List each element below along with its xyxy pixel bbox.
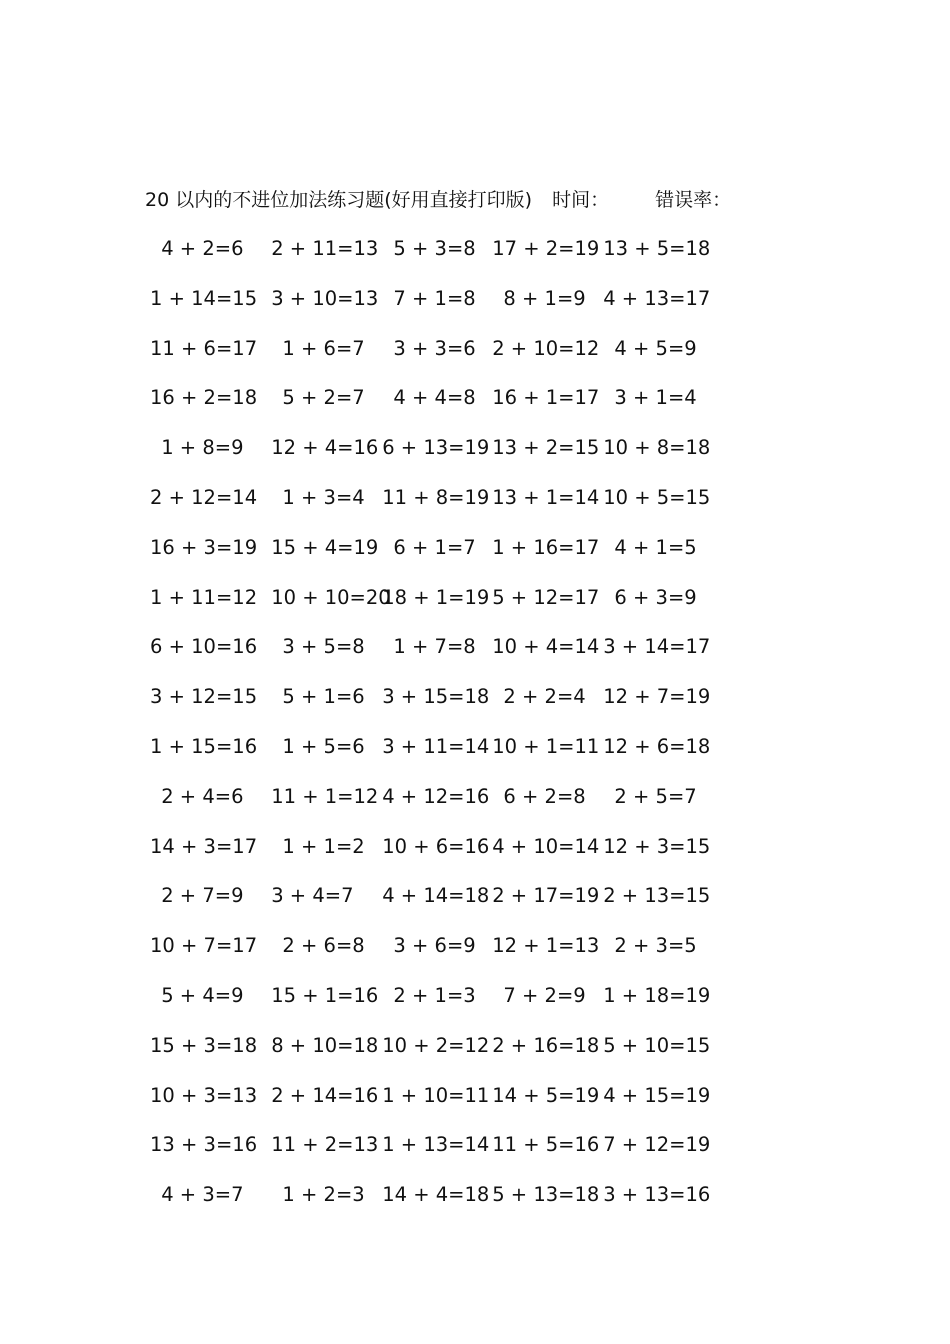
problem-item: 5 + 12=17 [492, 585, 600, 609]
problem-row [150, 931, 710, 981]
problem-item: 13 + 1=14 [492, 485, 600, 509]
problem-item: 2 + 13=15 [603, 884, 711, 908]
problem-item: 1 + 8=9 [161, 436, 244, 460]
problem-item: 10 + 7=17 [150, 934, 258, 958]
problem-item: 3 + 12=15 [150, 685, 258, 709]
problem-item: 11 + 8=19 [382, 485, 490, 509]
problem-row [150, 334, 710, 384]
problem-item: 5 + 4=9 [161, 983, 244, 1007]
worksheet-title [145, 186, 731, 214]
problem-row [150, 732, 710, 782]
problem-item: 4 + 5=9 [614, 336, 697, 360]
problem-item: 3 + 1=4 [614, 386, 697, 410]
problem-item: 1 + 13=14 [382, 1133, 490, 1157]
problem-item: 2 + 4=6 [161, 784, 244, 808]
problem-item: 4 + 13=17 [603, 286, 711, 310]
problem-row [150, 533, 710, 583]
problem-row [150, 682, 710, 732]
problem-item: 3 + 6=9 [393, 934, 476, 958]
problem-grid [150, 234, 710, 1230]
problem-row [150, 583, 710, 633]
problem-row [150, 284, 710, 334]
problem-item: 1 + 10=11 [382, 1083, 490, 1107]
problem-item: 10 + 5=15 [603, 485, 711, 509]
problem-item: 4 + 14=18 [382, 884, 490, 908]
problem-item: 16 + 1=17 [492, 386, 600, 410]
problem-item: 10 + 6=16 [382, 834, 490, 858]
problem-row [150, 832, 710, 882]
problem-item: 6 + 10=16 [150, 635, 258, 659]
problem-item: 3 + 14=17 [603, 635, 711, 659]
problem-row [150, 1130, 710, 1180]
problem-item: 1 + 18=19 [603, 983, 711, 1007]
problem-item: 3 + 3=6 [393, 336, 476, 360]
problem-item: 11 + 5=16 [492, 1133, 600, 1157]
problem-item: 6 + 1=7 [393, 535, 476, 559]
problem-item: 2 + 14=16 [271, 1083, 379, 1107]
problem-item: 1 + 11=12 [150, 585, 258, 609]
problem-item: 1 + 6=7 [282, 336, 365, 360]
problem-item: 10 + 8=18 [603, 436, 711, 460]
problem-row [150, 632, 710, 682]
problem-item: 6 + 13=19 [382, 436, 490, 460]
problem-item: 12 + 3=15 [603, 834, 711, 858]
error-rate-label: 错误率： [655, 189, 732, 211]
problem-item: 4 + 10=14 [492, 834, 600, 858]
problem-row [150, 881, 710, 931]
problem-item: 1 + 2=3 [282, 1183, 365, 1207]
problem-item: 14 + 4=18 [382, 1183, 490, 1207]
problem-item: 5 + 1=6 [282, 685, 365, 709]
problem-item: 10 + 3=13 [150, 1083, 258, 1107]
problem-item: 2 + 1=3 [393, 983, 476, 1007]
problem-item: 2 + 3=5 [614, 934, 697, 958]
problem-item: 1 + 3=4 [282, 485, 365, 509]
problem-item: 3 + 4=7 [271, 884, 354, 908]
problem-item: 13 + 5=18 [603, 237, 711, 260]
problem-item: 10 + 1=11 [492, 734, 600, 758]
problem-item: 4 + 3=7 [161, 1183, 244, 1207]
problem-item: 12 + 1=13 [492, 934, 600, 958]
problem-item: 1 + 1=2 [282, 834, 365, 858]
problem-item: 6 + 3=9 [614, 585, 697, 609]
problem-row [150, 234, 710, 284]
problem-item: 3 + 5=8 [282, 635, 365, 659]
problem-item: 8 + 1=9 [503, 286, 586, 310]
problem-item: 1 + 15=16 [150, 734, 258, 758]
problem-item: 4 + 15=19 [603, 1083, 711, 1107]
problem-item: 10 + 2=12 [382, 1033, 490, 1057]
problem-item: 2 + 7=9 [161, 884, 244, 908]
problem-item: 3 + 10=13 [271, 286, 379, 310]
problem-item: 1 + 14=15 [150, 286, 258, 310]
problem-item: 2 + 5=7 [614, 784, 697, 808]
problem-item: 1 + 7=8 [393, 635, 476, 659]
problem-item: 16 + 3=19 [150, 535, 258, 559]
problem-item: 1 + 16=17 [492, 535, 600, 559]
problem-item: 7 + 12=19 [603, 1133, 711, 1157]
problem-item: 5 + 2=7 [282, 386, 365, 410]
problem-item: 2 + 11=13 [271, 237, 379, 260]
problem-item: 3 + 15=18 [382, 685, 490, 709]
problem-item: 15 + 4=19 [271, 535, 379, 559]
problem-row [150, 1031, 710, 1081]
problem-row [150, 383, 710, 433]
title-main: 20 以内的不进位加法练习题(好用直接打印版) [145, 189, 533, 211]
problem-item: 18 + 1=19 [382, 585, 490, 609]
problem-item: 14 + 3=17 [150, 834, 258, 858]
problem-item: 7 + 2=9 [503, 983, 586, 1007]
problem-item: 14 + 5=19 [492, 1083, 600, 1107]
problem-item: 2 + 16=18 [492, 1033, 600, 1057]
problem-item: 2 + 17=19 [492, 884, 600, 908]
problem-item: 3 + 11=14 [382, 734, 490, 758]
problem-item: 6 + 2=8 [503, 784, 586, 808]
problem-item: 2 + 12=14 [150, 485, 258, 509]
problem-item: 12 + 4=16 [271, 436, 379, 460]
problem-item: 15 + 1=16 [271, 983, 379, 1007]
problem-item: 5 + 13=18 [492, 1183, 600, 1207]
problem-item: 13 + 3=16 [150, 1133, 258, 1157]
time-label: 时间： [552, 189, 610, 211]
problem-item: 12 + 7=19 [603, 685, 711, 709]
problem-item: 2 + 10=12 [492, 336, 600, 360]
problem-item: 13 + 2=15 [492, 436, 600, 460]
problem-item: 4 + 12=16 [382, 784, 490, 808]
problem-item: 17 + 2=19 [492, 237, 600, 260]
problem-row [150, 782, 710, 832]
problem-row [150, 981, 710, 1031]
problem-item: 12 + 6=18 [603, 734, 711, 758]
problem-item: 15 + 3=18 [150, 1033, 258, 1057]
problem-row [150, 433, 710, 483]
problem-item: 8 + 10=18 [271, 1033, 379, 1057]
problem-item: 2 + 2=4 [503, 685, 586, 709]
problem-item: 4 + 4=8 [393, 386, 476, 410]
problem-item: 4 + 1=5 [614, 535, 697, 559]
problem-item: 10 + 4=14 [492, 635, 600, 659]
problem-row [150, 483, 710, 533]
problem-row [150, 1081, 710, 1131]
problem-item: 16 + 2=18 [150, 386, 258, 410]
problem-item: 4 + 2=6 [161, 237, 244, 260]
problem-item: 1 + 5=6 [282, 734, 365, 758]
problem-item: 5 + 10=15 [603, 1033, 711, 1057]
problem-item: 11 + 2=13 [271, 1133, 379, 1157]
problem-item: 5 + 3=8 [393, 237, 476, 260]
problem-item: 2 + 6=8 [282, 934, 365, 958]
problem-item: 7 + 1=8 [393, 286, 476, 310]
problem-row [150, 1180, 710, 1230]
problem-item: 3 + 13=16 [603, 1183, 711, 1207]
problem-item: 11 + 1=12 [271, 784, 379, 808]
problem-item: 11 + 6=17 [150, 336, 258, 360]
problem-item: 10 + 10=20 [271, 585, 391, 609]
